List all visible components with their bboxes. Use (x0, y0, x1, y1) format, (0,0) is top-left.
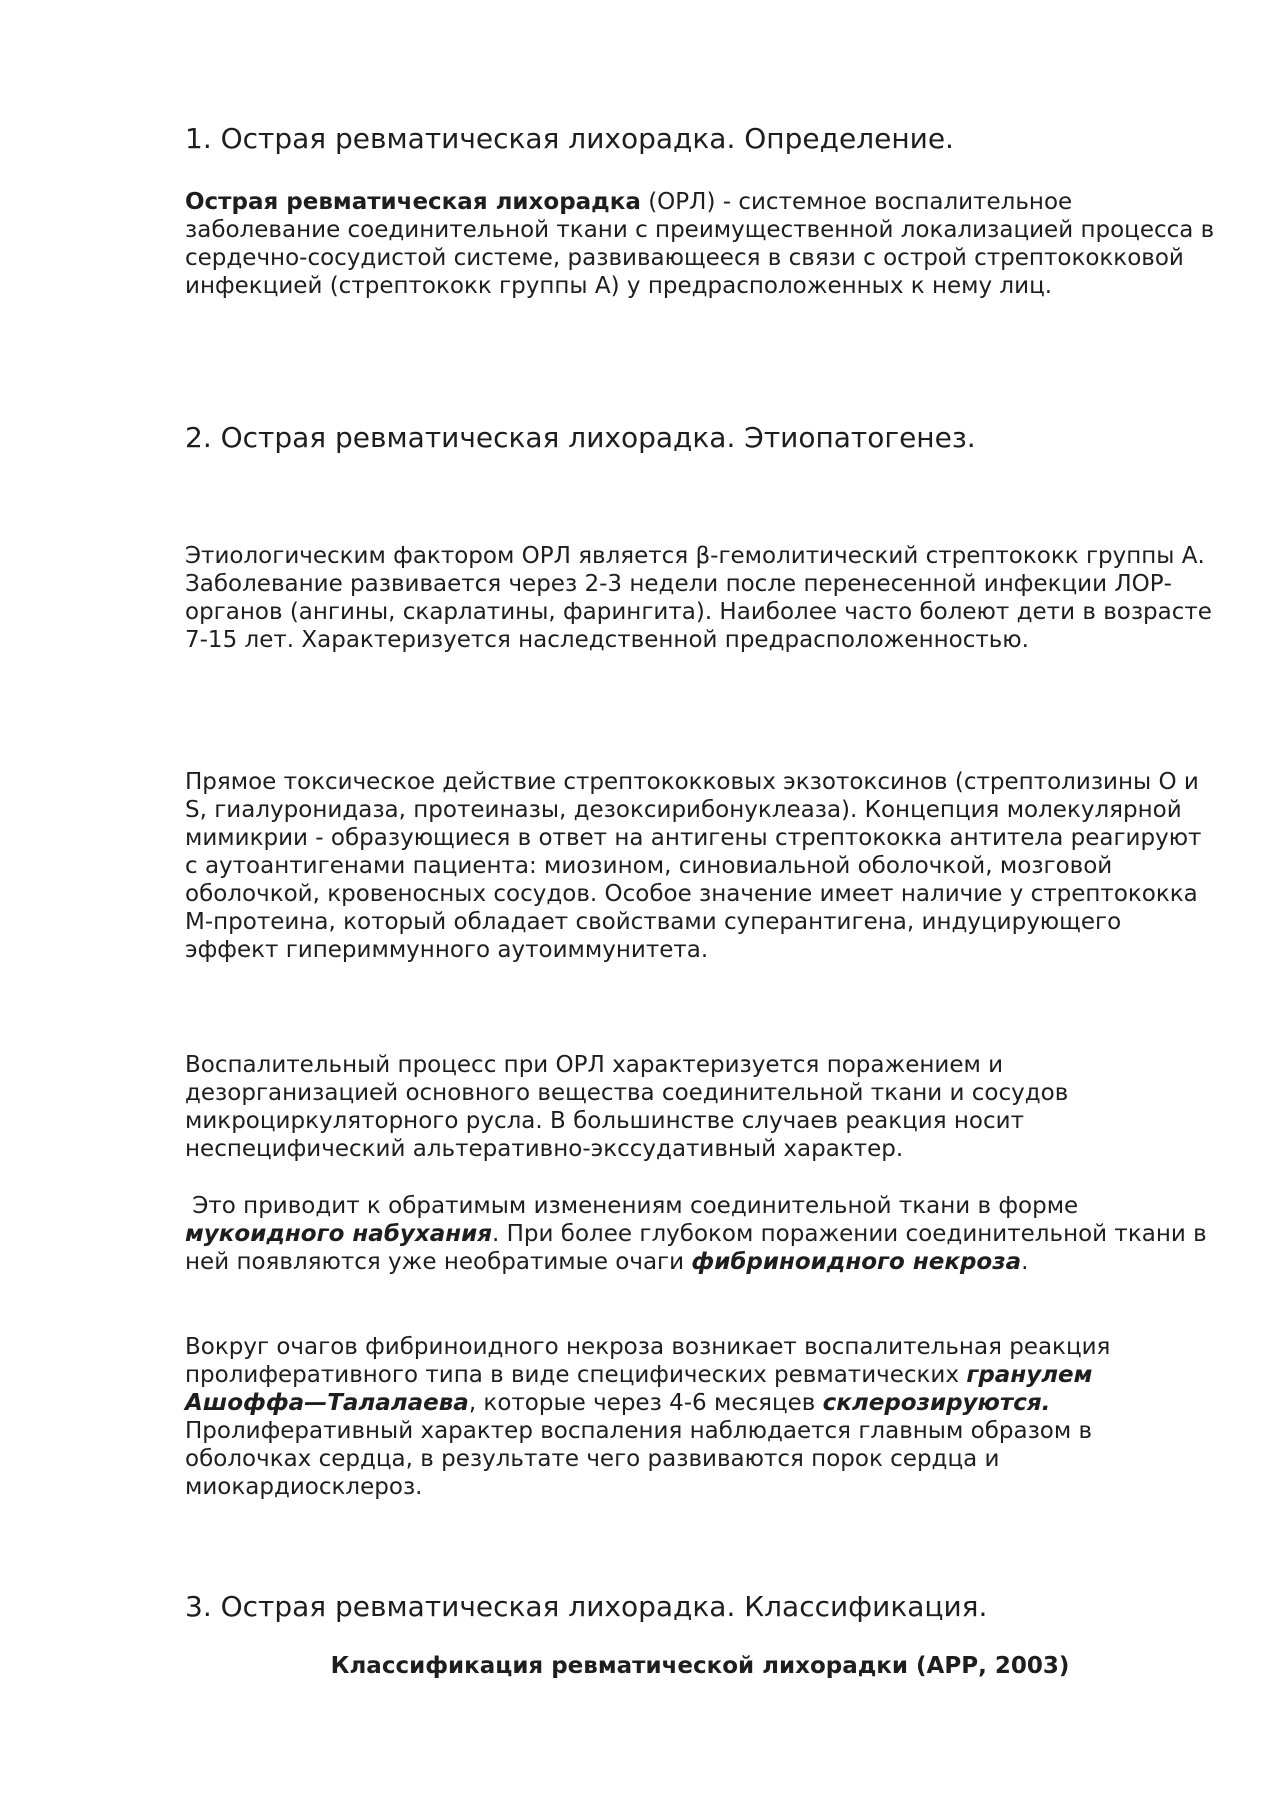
granuloma-text-3: Пролиферативный характер воспаления наблюдается главным образом в оболочках сердца, в результате чего развиваются порок сердца и миокардиосклероз. (185, 1418, 1093, 1500)
paragraph-pathogenesis: Прямое токсическое действие стрептококковых экзотоксинов (стрептолизины О и S, гиалуронидаза, протеиназы, дезоксирибонуклеаза). Концепция молекулярной мимикрии - образующиеся в ответ на антигены стрептококка антитела реагируют с аутоантигенами пациента: миозином, синовиальной оболочкой, мозговой оболочкой, кровеносных сосудов. Особое значение имеет наличие у стрептококка М-протеина, который обладает свойствами суперантигена, индуцирующего эффект гипериммунного аутоиммунитета. (185, 769, 1202, 963)
paragraph-granulomas (185, 1333, 1215, 1501)
mucoid-emphasis: мукоидного набухания (185, 1221, 493, 1247)
granuloma-emphasis: гранулем Ашоффа—Талалаева (185, 1362, 1093, 1416)
heading-definition: 1. Острая ревматическая лихорадка. Определение. (185, 122, 954, 155)
definition-term: Острая ревматическая лихорадка (185, 189, 641, 215)
mucoid-text-1: Это приводит к обратимым изменениям соединительной ткани в форме (185, 1193, 1086, 1219)
granuloma-text-1: Вокруг очагов фибриноидного некроза возникает воспалительная реакция пролиферативного типа в виде специфических ревматических (185, 1334, 1111, 1388)
sclerosis-emphasis: склерозируются. (822, 1390, 1051, 1416)
mucoid-text-3: . (1021, 1249, 1029, 1275)
heading-etiopathogenesis: 2. Острая ревматическая лихорадка. Этиопатогенез. (185, 421, 976, 454)
paragraph-mucoid (185, 1192, 1215, 1276)
paragraph-definition (185, 188, 1215, 300)
mucoid-text-2: . При более глубоком поражении соединительной ткани в ней появляются уже необратимые очаги (185, 1221, 1214, 1275)
fibrinoid-emphasis: фибриноидного некроза (691, 1249, 1022, 1275)
classification-table-title: Классификация ревматической лихорадки (АРР, 2003) (330, 1653, 1070, 1679)
granuloma-text-2: , которые через 4-6 месяцев (468, 1390, 823, 1416)
definition-text: (ОРЛ) - системное воспалительное заболевание соединительной ткани с преимущественной локализацией процесса в сердечно-сосудистой системе, развивающееся в связи с острой стрептококковой инфекцией (стрептококк группы А) у предрасположенных к нему лиц. (185, 189, 1215, 299)
paragraph-inflammation: Воспалительный процесс при ОРЛ характеризуется поражением и дезорганизацией основного вещества соединительной ткани и сосудов микроциркуляторного русла. В большинстве случаев реакция носит неспецифический альтеративно-экссудативный характер. (185, 1052, 1069, 1162)
heading-classification: 3. Острая ревматическая лихорадка. Классификация. (185, 1590, 988, 1623)
paragraph-etiology: Этиологическим фактором ОРЛ является β-гемолитический стрептококк группы А. Заболевание развивается через 2-3 недели после перенесенной инфекции ЛОР-органов (ангины, скарлатины, фарингита). Наиболее часто болеют дети в возрасте 7-15 лет. Характеризуется наследственной предрасположенностью. (185, 543, 1212, 653)
